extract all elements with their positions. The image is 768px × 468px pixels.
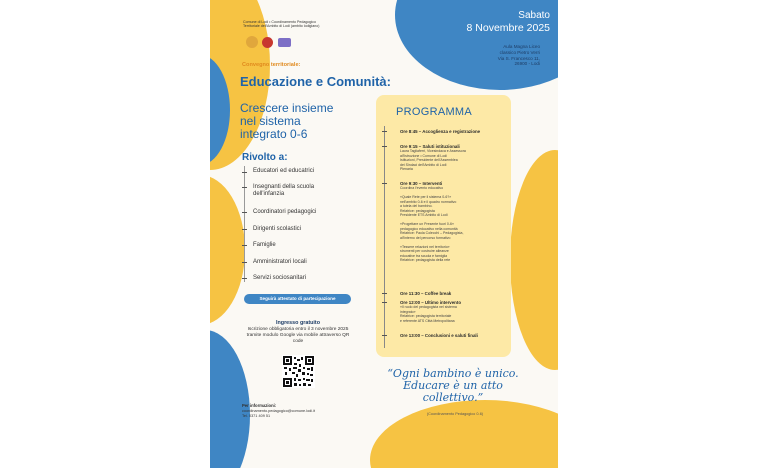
org-logo bbox=[262, 37, 273, 48]
audience-item: Amministratori locali bbox=[253, 259, 307, 265]
header-org-line: Comune di Lodi • Coordinamento Pedagogico bbox=[243, 20, 316, 24]
info-contacts bbox=[242, 409, 362, 419]
programma-item bbox=[400, 129, 508, 134]
info-email[interactable]: coordinamento.pedagogico@comune.lodi.it bbox=[242, 409, 316, 413]
body-line: integrato» bbox=[400, 309, 416, 314]
programma-item-body bbox=[400, 149, 508, 172]
closing-quote: “Ogni bambino è unico. Educare è un atto collettivo.” bbox=[387, 367, 519, 404]
registration-title: Ingresso gratuito bbox=[275, 320, 321, 326]
programma-item bbox=[400, 291, 508, 296]
bullet-dot bbox=[242, 172, 247, 173]
body-line: Relatrice: pedagogista della rete bbox=[400, 258, 451, 263]
venue-address bbox=[450, 44, 540, 67]
registration-text: Iscrizione obbligatoria entro il 3 novembre 2025 tramite modulo Google via mobile attraverso QR code bbox=[246, 327, 350, 344]
body-line: Relatrice: pedagogista territoriale bbox=[400, 314, 452, 319]
body-line: strumenti per costruire alleanze bbox=[400, 249, 449, 254]
event-kicker: Convegno territoriale: bbox=[242, 62, 301, 68]
municipal-crest-logo bbox=[246, 36, 258, 48]
programma-item bbox=[400, 144, 508, 172]
timeline-dot bbox=[382, 183, 387, 184]
bullet-dot bbox=[242, 229, 247, 230]
bullet-dot bbox=[242, 262, 247, 263]
programma-item-time: Ore 12:00 – Ultimo intervento bbox=[400, 300, 461, 305]
info-phone[interactable]: Tel. 0371 409 51 bbox=[242, 414, 271, 418]
programma-title: PROGRAMMA bbox=[396, 106, 473, 118]
body-line: a tutela del bambino. bbox=[400, 204, 433, 209]
body-line: «Il ruolo del pedagogista nel sistema bbox=[400, 305, 457, 310]
venue-line: Aula Magna Liceo bbox=[503, 44, 540, 49]
audience-item: Coordinatori pedagogici bbox=[253, 209, 317, 215]
body-line: Relatrice: Paola Colecchi – Pedagogista, bbox=[400, 231, 464, 236]
programma-item-time: Ore 11:30 – Coffee break bbox=[400, 291, 452, 296]
programma-item bbox=[400, 300, 508, 323]
audience-item: Dirigenti scolastici bbox=[253, 226, 302, 232]
bullet-dot bbox=[242, 187, 247, 188]
quote-source: (Coordinamento Pedagogico 0-6) bbox=[426, 412, 484, 416]
programma-item bbox=[400, 333, 480, 338]
body-line: educative tra scuola e famiglia bbox=[400, 253, 448, 258]
decor-blob-yellow-bottom-right bbox=[370, 400, 558, 468]
event-subtitle: Crescere insieme nel sistema integrato 0-6 bbox=[240, 101, 334, 141]
body-line: Presidente ETS Ambito di Lodi bbox=[400, 213, 448, 218]
body-line: dei Sindaci dell'Ambito di Lodi bbox=[400, 162, 447, 167]
programma-item-body bbox=[400, 305, 508, 323]
programma-item-time: Ore 13:00 – Conclusioni e saluti finali bbox=[400, 333, 478, 338]
decor-blob-blue-bottom-left bbox=[210, 330, 250, 468]
body-line: Coordina l'evento educativo bbox=[400, 186, 444, 191]
partner-logo bbox=[278, 38, 291, 47]
venue-line: 26900 - Lodi bbox=[514, 61, 540, 67]
bullet-dot bbox=[242, 245, 247, 246]
event-title: Educazione e Comunità: bbox=[240, 74, 391, 89]
attestato-badge: Seguirà attestato di partecipazione bbox=[244, 294, 351, 304]
decor-blob-yellow-right bbox=[510, 150, 558, 370]
programma-item-time: Ore 9:30 – Interventi bbox=[400, 181, 443, 186]
header-org-line: Territoriale dell'Ambito di Lodi (ambito lodigiano) bbox=[243, 24, 320, 29]
header-organizers bbox=[243, 20, 353, 29]
timeline-dot bbox=[382, 335, 387, 336]
programma-timeline bbox=[384, 126, 385, 348]
body-line: all'Istruzione • Comune di Lodi bbox=[400, 153, 448, 158]
programma-item-time: Ore 8:45 – Accoglienza e registrazione bbox=[400, 129, 481, 134]
body-line: «Quale Rete per il sistema 0-6?» bbox=[400, 195, 452, 200]
bullet-dot bbox=[242, 278, 247, 279]
info-title: Per informazioni: bbox=[242, 403, 277, 408]
body-line: nell'ambito 0-6 e il quadro normativo bbox=[400, 199, 457, 204]
programma-item-time: Ore 9:15 – Saluti istituzionali bbox=[400, 144, 460, 149]
bullet-dot bbox=[242, 212, 247, 213]
body-line: all'interno del percorso formativo bbox=[400, 235, 451, 240]
timeline-dot bbox=[382, 302, 387, 303]
body-line: Relatrice: pedagogista bbox=[400, 208, 435, 213]
audience-heading: Rivolto a: bbox=[242, 152, 288, 163]
venue-line: classico Pietro Verri bbox=[499, 49, 540, 55]
poster bbox=[210, 0, 558, 468]
programma-item-body bbox=[400, 186, 508, 263]
timeline-dot bbox=[382, 131, 387, 132]
venue-line: Via S. Francesco 11, bbox=[497, 55, 540, 61]
event-date: 8 Novembre 2025 bbox=[466, 22, 550, 34]
audience-item: Famiglie bbox=[253, 242, 276, 248]
decor-blob-yellow-left bbox=[210, 175, 245, 325]
audience-item: Insegnanti della scuola dell'infanzia bbox=[253, 184, 315, 198]
programma-item bbox=[400, 181, 508, 263]
timeline-dot bbox=[382, 146, 387, 147]
qr-code[interactable] bbox=[282, 355, 315, 388]
body-line: Istituzioni, Presidente dell'Assemblea bbox=[400, 158, 458, 163]
event-day: Sabato bbox=[518, 10, 550, 21]
body-line: pedagogico educativo nella comunità bbox=[400, 226, 458, 231]
audience-timeline bbox=[244, 166, 245, 282]
body-line: Plenaria bbox=[400, 167, 413, 172]
qr-code-icon bbox=[282, 355, 315, 388]
body-line: «Tessere relazioni nel territorio» bbox=[400, 244, 450, 249]
body-line: e referente ATS Città Metropolitana bbox=[400, 318, 455, 323]
body-line: «Progettare un Presente fuori 0-6» bbox=[400, 222, 454, 227]
timeline-dot bbox=[382, 293, 387, 294]
audience-item: Servizi sociosanitari bbox=[253, 275, 307, 281]
body-line: Laura Tagliaferri, Vicesindaca e Assessora bbox=[400, 149, 466, 154]
audience-item: Educatori ed educatrici bbox=[253, 168, 315, 174]
